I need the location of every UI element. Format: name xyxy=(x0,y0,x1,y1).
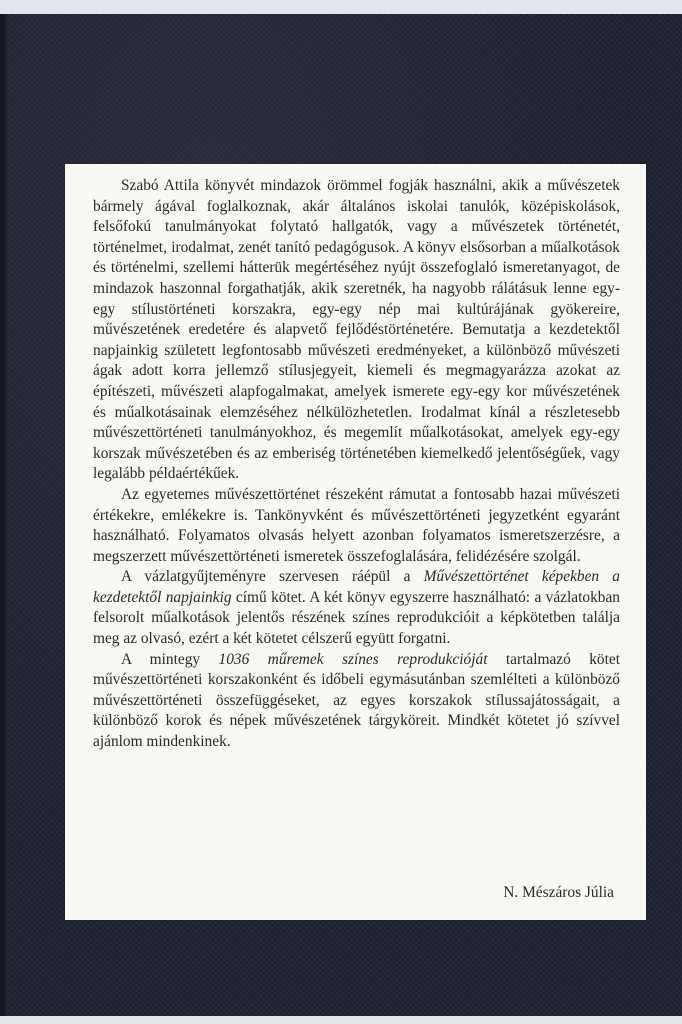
blurb-text xyxy=(93,176,620,753)
reproduction-count-italic: 1036 műremek színes reprodukcióját xyxy=(218,650,488,668)
cover-spine-edge xyxy=(2,14,8,1016)
paragraph-2-text: Az egyetemes művészettörténet részeként rámutat a fontosabb hazai művészeti értékekre, emlékekre is. Tankönyvként és művészettörténeti jegyzetként egyaránt használható. Folyamatos olvasás helyett azonban folyamatos ismeretszerzésre, a megszerzett művészettörténeti ismeretek összefoglalására, felidézésére szolgál. xyxy=(93,485,620,565)
author-signature: N. Mészáros Júlia xyxy=(503,884,614,901)
paragraph-1 xyxy=(93,176,620,485)
book-title-italic: Művészettörténet képekben a kezdetektől napjainkig xyxy=(93,568,620,606)
paragraph-3-text-end: című kötet. A két könyv egyszerre használható: a vázlatokban felsorolt műalkotások jelentős részének színes reprodukcióit a képkötetben találja meg az olvasó, ezért a két kötetet célszerű együtt forgatni. xyxy=(93,588,620,648)
book-back-cover xyxy=(0,14,682,1016)
paragraph-4 xyxy=(93,650,620,753)
text-panel xyxy=(65,164,646,920)
paragraph-1-text: Szabó Attila könyvét mindazok örömmel fogják használni, akik a művészetek bármely ágával foglalkoznak, akár általános iskolai tanulók, középiskolások, felsőfokú tanulmányokat folytató hallgatók, vagy a művészetek történetét, történelmet, irodalmat, zenét tanító pedagógusok. A könyv elsősorban a műalkotások és történelmi, szellemi hátterük megértéséhez nyújt összefoglaló ismeretanyagot, de mindazok haszonnal forgathatják, akik szeretnék, ha nagyobb rálátásuk lenne egy-egy stílustörténeti korszakra, egy-egy nép mai kultúrájának gyökereire, művészetének eredetére és alapvető fejlődéstörténetére. Bemutatja a kezdetektől napjainkig született legfontosabb művészeti eredményeket, a különböző művészeti ágak adott korra jellemző stílusjegyeit, kiemeli és megmagyarázza azokat az építészeti, művészeti alapfogalmakat, amelyek ismerete egy-egy kor művészetének és műalkotásainak elemzéséhez nélkülözhetetlen. Irodalmat kínál a részletesebb művészettörténeti tanulmányokhoz, és megemlít műalkotásokat, amelyek egy-egy korszak művészetében és az emberiség történetében kiemelkedő jelentőségűek, vagy legalább példaértékűek. xyxy=(93,177,620,483)
paragraph-3 xyxy=(93,567,620,649)
paragraph-4-text-start: A mintegy xyxy=(121,650,219,668)
paragraph-4-text-end: tartalmazó kötet művészettörténeti korszakonként és időbeli egymásutánban szemlélteti a különböző művészettörténeti összefüggéseket, az egyes korszakok stílussajátosságait, a különböző korok és népek művészetének tárgyköreit. Mindkét kötetet jó szívvel ajánlom mindenkinek. xyxy=(93,650,620,751)
paragraph-3-text-start: A vázlatgyűjteményre szervesen ráépül a xyxy=(121,568,424,586)
paragraph-2 xyxy=(93,485,620,567)
